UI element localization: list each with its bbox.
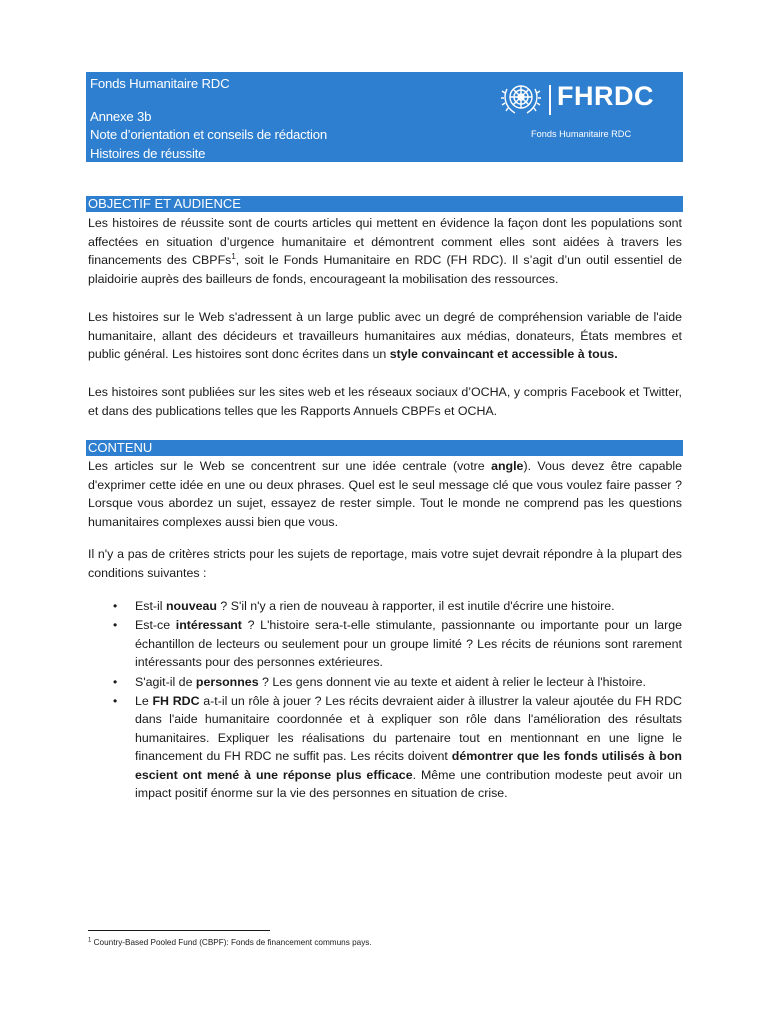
footnote-text: Country-Based Pooled Fund (CBPF): Fonds de financement communs pays. <box>91 938 372 947</box>
text-run: ? Les gens donnent vie au texte et aident à relier le lecteur à l'histoire. <box>258 674 646 689</box>
text-run: Les histoires sur le Web s'adressent à un large public avec un degré de compréhension variable de l'aide humanitaire, allant des décideurs et travailleurs humanitaires aux médias, donateurs, États membres et public général. Les histoires sont donc écrites dans un <box>88 310 682 362</box>
text-run: a-t-il un rôle à jouer ? Les récits devraient aider à illustrer la valeur ajoutée du FH RDC dans l'aide humanitaire coordonnée et à expliquer son rôle dans l'amélioration des résultats humanitaires. Expliquer les réalisations du partenaire tout en mentionnant en une ligne le financement du FH RDC ne suffit pas. Les récits doivent <box>135 694 682 764</box>
bullet-icon: • <box>113 599 118 613</box>
list-item <box>113 692 682 802</box>
footnote-divider <box>88 930 270 931</box>
section2-paragraph-1 <box>88 457 682 531</box>
text-run: Est-il <box>135 599 166 613</box>
text-run: S'agit-il de <box>135 674 196 689</box>
footnote-ref: 1 <box>231 252 236 262</box>
section2-paragraph-2: Il n'y a pas de critères stricts pour les sujets de reportage, mais votre sujet devrait répondre à la plupart des conditions suivantes : <box>88 547 682 580</box>
list-item <box>113 616 682 671</box>
section1-paragraph-1 <box>88 214 682 288</box>
fhrdc-logo <box>497 79 677 139</box>
section1-paragraph-2 <box>88 308 682 364</box>
bold-text: style convaincant et accessible à tous. <box>389 347 618 362</box>
header-text-block <box>90 75 327 163</box>
bold-text: angle <box>491 459 524 473</box>
bold-text: personnes <box>195 674 259 689</box>
criteria-list <box>113 597 682 803</box>
section1-paragraph-3: Les histoires sont publiées sur les sites web et les réseaux sociaux d’OCHA, y compris Facebook et Twitter, et dans des publications telles que les Rapports Annuels CBPFs et OCHA. <box>88 385 682 418</box>
bold-text: FH RDC <box>152 694 200 709</box>
bullet-icon: • <box>113 694 118 709</box>
bold-text: intéressant <box>175 618 242 633</box>
header-annex: Annexe 3b <box>90 108 152 124</box>
list-item <box>113 673 682 691</box>
text-run: Les articles sur le Web se concentrent sur une idée centrale (votre <box>88 459 492 473</box>
text-run: ? L'histoire sera-t-elle stimulante, passionnante ou importante pour un large échantillon de lecteurs ou seulement pour un groupe limité ? Les récits de réunions sont rarement intéressants pour des personnes extérieures. <box>135 618 682 670</box>
bullet-icon: • <box>113 618 118 633</box>
text-run: , soit le Fonds Humanitaire en RDC (FH RDC). Il s’agit d’un outil essentiel de plaidoirie auprès des bailleurs de fonds, encourageant la mobilisation des ressources. <box>88 253 682 286</box>
logo-text: FHRDC <box>557 81 654 111</box>
list-item <box>113 597 682 615</box>
text-run: Les histoires de réussite sont de courts articles qui mettent en évidence la façon dont les populations sont affectées en situation d’urgence humanitaire et démontrent comment elles sont aidées à travers les financements des CBPFs <box>88 216 682 268</box>
text-run: ). Vous devez être capable d'exprimer cette idée en une ou deux phrases. Quel est le seul message clé que vous voulez faire passer ? Lorsque vous abordez un sujet, essayez de rester simple. Tout le monde ne comprend pas les questions humanitaires complexes aussi bien que vous. <box>88 459 683 529</box>
text-run: Est-ce <box>135 618 176 633</box>
footnote-number: 1 <box>88 937 92 944</box>
text-run: Le <box>135 694 153 709</box>
bold-text: nouveau <box>165 599 217 613</box>
text-run: ? S'il n'y a rien de nouveau à rapporter, il est inutile d'écrire une histoire. <box>216 599 615 613</box>
document-header <box>86 72 683 162</box>
header-subtitle: Note d’orientation et conseils de rédaction <box>90 127 327 142</box>
un-emblem-icon <box>499 79 543 119</box>
header-org: Fonds Humanitaire RDC <box>90 76 230 91</box>
logo-subtext: Fonds Humanitaire RDC <box>531 129 632 139</box>
section-heading-contenu: CONTENU <box>86 440 683 456</box>
section-heading-objectif: OBJECTIF ET AUDIENCE <box>86 196 683 212</box>
bold-text: démontrer que les fonds utilisés à bon escient ont mené à une réponse plus efficace <box>135 749 682 782</box>
text-run: . Même une contribution modeste peut avoir un impact positif énorme sur la vie des personnes en situation de crise. <box>135 767 682 801</box>
logo-divider <box>549 85 551 115</box>
bullet-icon: • <box>113 674 118 689</box>
footnote <box>88 938 372 947</box>
header-topic: Histoires de réussite <box>90 145 206 161</box>
